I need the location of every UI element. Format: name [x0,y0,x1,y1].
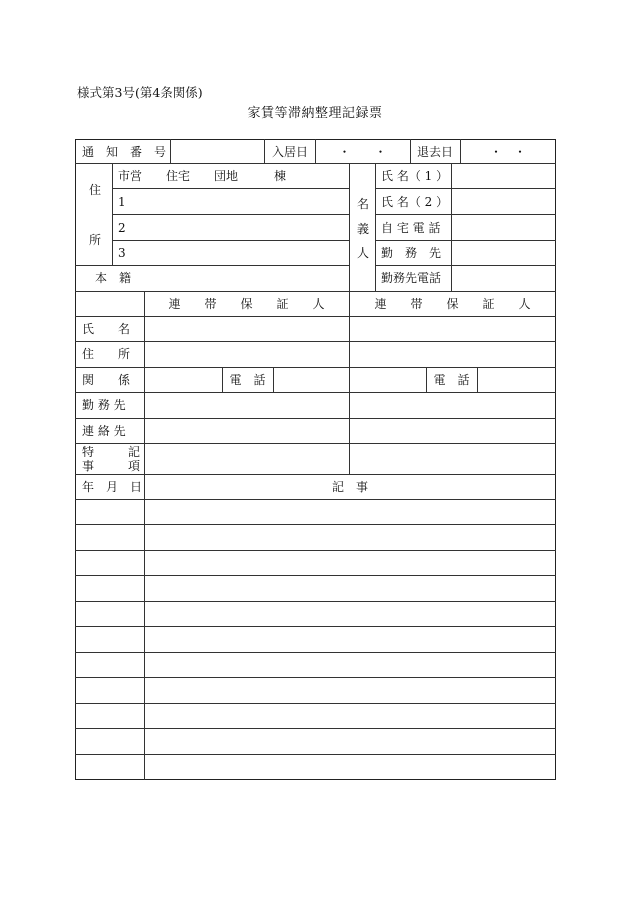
address-label-top: 住 [89,183,102,197]
row-divider [75,499,556,500]
move-out-label: 退去日 [417,145,454,159]
row-divider [112,214,349,215]
log-row-divider [75,703,556,704]
guarantor-relation-label: 関 係 [82,373,131,387]
move-out-date-field[interactable]: ・ ・ [489,145,526,159]
holder-label-char: 名 [357,197,370,211]
log-row-divider [75,728,556,729]
holder-name-1-label: 氏 名（ 1 ） [381,169,449,183]
address-line-housing[interactable]: 市営 住宅 団地 棟 [118,169,287,183]
address-line-3[interactable]: 3 [118,246,126,260]
row-divider [75,316,556,317]
log-row-divider [75,575,556,576]
holder-home-phone-label: 自 宅 電 話 [381,221,441,235]
row-divider [375,214,556,215]
row-divider [75,163,556,164]
special-notes-label: 特 [82,445,95,459]
row-divider [75,341,556,342]
row-divider [75,291,556,292]
row-divider [75,392,556,393]
row-divider [75,474,556,475]
holder-label-char: 義 [357,222,370,236]
col-divider [375,163,376,291]
guarantor-name-label: 氏 名 [82,322,131,336]
guarantor-phone-label-left: 電 話 [229,373,266,387]
log-row-divider [75,550,556,551]
row-divider [375,240,556,241]
domicile-label: 本 籍 [95,271,132,285]
log-row-divider [75,652,556,653]
form-number-label: 様式第3号(第4条関係) [77,85,203,100]
row-divider [375,265,556,266]
col-divider [264,139,265,163]
col-divider [273,367,274,392]
col-divider [144,291,145,780]
special-notes-label: 記 [128,445,141,459]
guarantor-address-label: 住 所 [82,347,131,361]
guarantor-contact-label: 連 絡 先 [82,424,126,438]
move-in-label: 入居日 [272,145,309,159]
log-note-header: 記 事 [331,480,368,494]
holder-workplace-label: 勤 務 先 [381,246,442,260]
log-row-divider [75,524,556,525]
col-divider [451,163,452,291]
col-divider [410,139,411,163]
log-row-divider [75,601,556,602]
log-row-divider [75,754,556,755]
log-row-divider [75,626,556,627]
row-divider [75,418,556,419]
col-divider [477,367,478,392]
row-divider [75,367,556,368]
move-in-date-field[interactable]: ・ ・ [338,145,387,159]
col-divider [112,163,113,265]
holder-name-2-label: 氏 名（ 2 ） [381,195,449,209]
notice-number-label: 通 知 番 号 [82,145,167,159]
row-divider [75,443,556,444]
col-divider [349,163,350,291]
guarantor-phone-label-right: 電 話 [433,373,470,387]
record-form [75,139,556,780]
col-divider [170,139,171,163]
holder-work-phone-label: 勤務先電話 [381,271,442,285]
holder-label-char: 人 [357,246,370,260]
guarantor-workplace-label: 勤 務 先 [82,398,126,412]
row-divider [375,188,556,189]
row-divider [75,265,349,266]
row-divider [112,188,349,189]
log-row-divider [75,677,556,678]
address-label-bottom: 所 [89,233,102,247]
col-divider [349,291,350,474]
special-notes-label: 事 [82,459,95,473]
page-title: 家賃等滞納整理記録票 [247,106,383,121]
address-line-2[interactable]: 2 [118,221,126,235]
guarantor-header-right: 連 帯 保 証 人 [374,297,531,311]
log-date-header: 年 月 日 [82,480,143,494]
guarantor-header-left: 連 帯 保 証 人 [168,297,325,311]
special-notes-label: 項 [128,459,141,473]
address-line-1[interactable]: 1 [118,195,126,209]
row-divider [112,240,349,241]
